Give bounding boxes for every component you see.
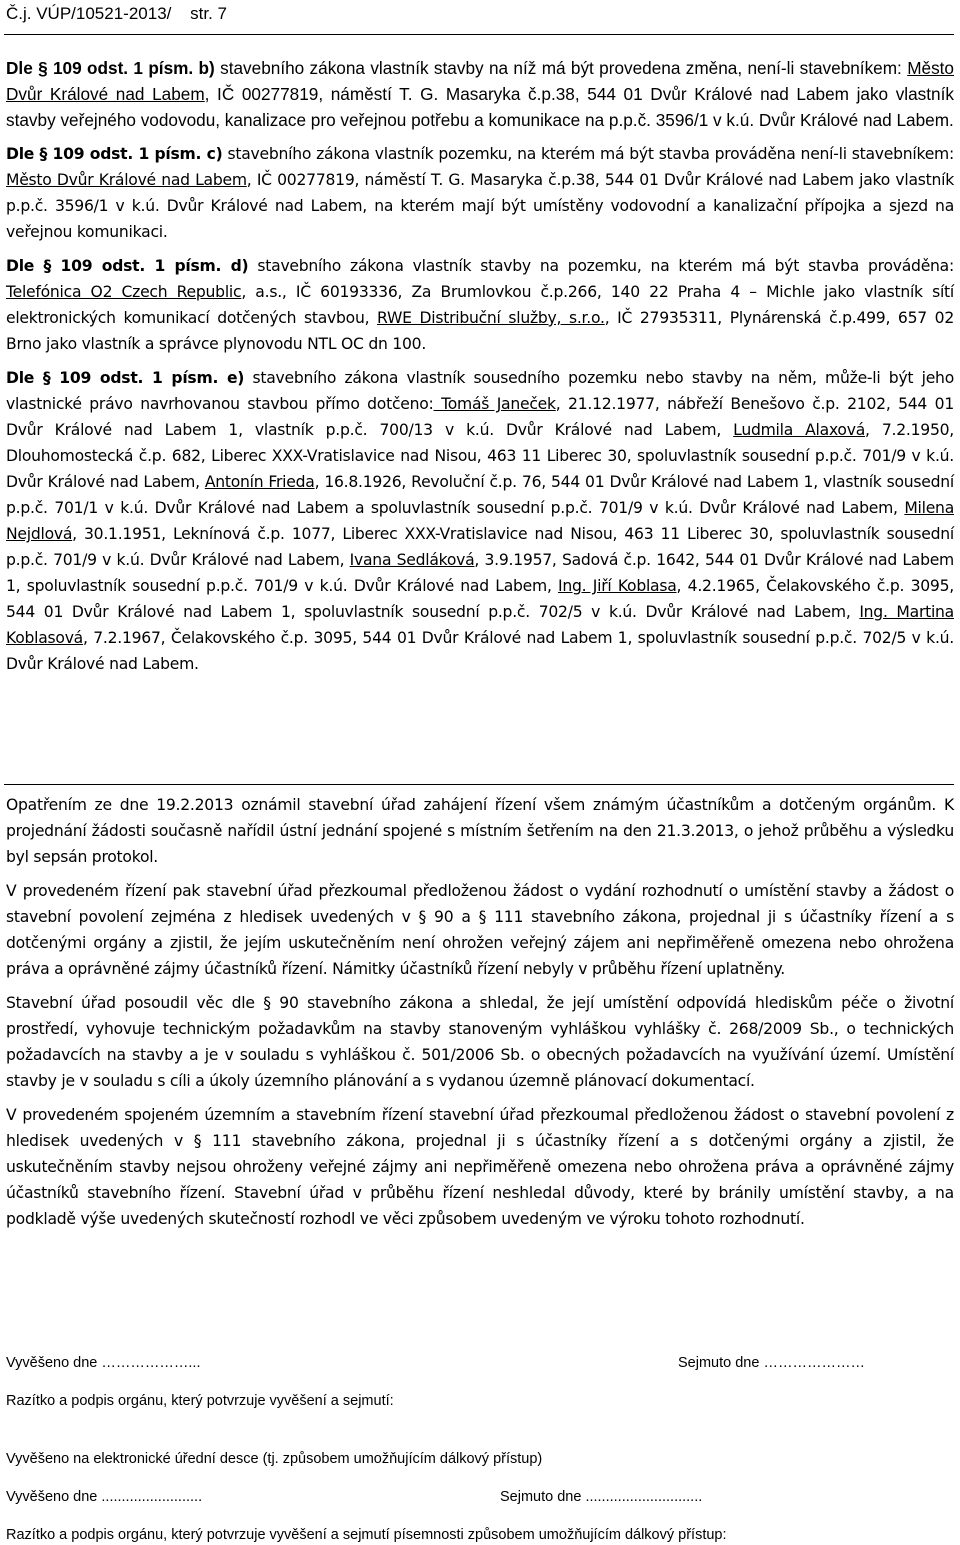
paragraph-text: , IČ 27935311, Plynárenská č.p.499, 657 02 Brno jako vlastník a správce plynovodu NTL OC dn 100. — [6, 309, 954, 353]
posted-date-label: Vyvěšeno dne ………………... — [6, 1355, 201, 1371]
reference-number: Č.j. VÚP/10521-2013/ — [6, 4, 172, 23]
paragraph-text: stavebního zákona vlastník stavby na níž má být provedena změna, není-li stavebníkem: — [214, 58, 908, 78]
section-lead: Dle § 109 odst. 1 písm. e) — [6, 369, 245, 387]
paragraph-text: , 7.2.1967, Čelakovského č.p. 3095, 544 01 Dvůr Králové nad Labem 1, spoluvlastník sousední p.p.č. 702/5 v k.ú. Dvůr Králové nad Labem. — [6, 629, 954, 673]
party-name: Milena Nejdlová — [6, 499, 954, 543]
party-name: Ludmila Alaxová — [733, 421, 866, 439]
electronic-posting-row — [6, 1488, 954, 1506]
paragraph-text: , 3.9.1957, Sadová č.p. 1642, 544 01 Dvůr Králové nad Labem 1, spoluvlastník sousední p.p.č. 701/9 v k.ú. Dvůr Králové nad Labem, — [6, 551, 955, 595]
posting-row — [6, 1354, 954, 1372]
page-number: str. 7 — [190, 4, 227, 23]
posted-date-label-2: Vyvěšeno dne ......................... — [6, 1489, 203, 1505]
section-lead: Dle § 109 odst. 1 písm. b) — [6, 58, 215, 78]
party-name: Ing. Jiří Koblasa — [558, 577, 677, 595]
stamp-note-2: Razítko a podpis orgánu, který potvrzuje vyvěšení a sejmutí písemnosti způsobem umožňujícím dálkový přístup: — [6, 1527, 727, 1543]
party-name: Město Dvůr Králové nad Labem — [6, 171, 247, 189]
header-rule — [4, 34, 954, 35]
reasoning-body — [6, 792, 954, 1232]
electronic-board-note: Vyvěšeno na elektronické úřední desce (tj. způsobem umožňujícím dálkový přístup) — [6, 1451, 543, 1467]
section-lead: Dle § 109 odst. 1 písm. c) — [6, 145, 223, 163]
party-name: Ing. Martina Koblasová — [6, 603, 954, 647]
paragraph-text: , IČ 00277819, náměstí T. G. Masaryka č.p.38, 544 01 Dvůr Králové nad Labem jako vlastník p.p.č. 3596/1 v k.ú. Dvůr Králové nad Labem, na kterém mají být umístěny vodovodní a kanalizační přípojka a sjezd na veřejnou komunikaci. — [6, 171, 954, 241]
section-rule — [4, 784, 954, 785]
reasoning-paragraph-3: Stavební úřad posoudil věc dle § 90 stavebního zákona a shledal, že její umístění odpovídá hlediskům péče o životní prostředí, vyhovuje technickým požadavkům na stavby stanoveným vyhláškou vyhlášky č. 268/2009 Sb., o technických požadavcích na stavby a je v souladu s vyhláškou č. 501/2006 Sb. o obecných požadavcích na využívání území. Umístění stavby je v souladu s cíli a úkoly územního plánování a s vydanou územně plánovací dokumentací. — [6, 994, 954, 1090]
party-name: Ivana Sedláková — [349, 551, 475, 569]
reasoning-paragraph-1: Opatřením ze dne 19.2.2013 oznámil stavební úřad zahájení řízení všem známým účastníkům a dotčeným orgánům. K projednání žádosti současně nařídil ústní jednání spojené s místním šetřením na den 21.3.2013, o jehož průběhu a výsledku byl sepsán protokol. — [6, 796, 954, 866]
party-name: Tomáš Janeček — [433, 395, 556, 413]
paragraph-109-e — [6, 365, 954, 677]
paragraph-text: stavebního zákona vlastník stavby na pozemku, na kterém má být stavba prováděna: — [248, 257, 954, 275]
paragraph-text: stavebního zákona vlastník sousedního pozemku nebo stavby na něm, může-li být jeho vlastnické právo navrhovanou stavbou přímo dotčeno: — [6, 369, 954, 413]
paragraph-109-d — [6, 253, 954, 357]
page-header — [6, 3, 954, 25]
removed-date-label: Sejmuto dne ………………… — [678, 1355, 865, 1371]
paragraph-text: , 4.2.1965, Čelakovského č.p. 3095, 544 01 Dvůr Králové nad Labem 1, spoluvlastník sousední p.p.č. 702/5 v k.ú. Dvůr Králové nad Labem, — [6, 577, 954, 621]
reasoning-paragraph-2: V provedeném řízení pak stavební úřad přezkoumal předloženou žádost o vydání rozhodnutí o umístění stavby a žádost o stavební povolení zejména z hledisek uvedených v § 90 a § 111 stavebního zákona, projednal ji s účastníky řízení a s dotčenými orgány a zjistil, že jejím uskutečněním není ohrožen veřejný zájem ani nepřiměřeně omezena nebo ohrožena práva a oprávněné zájmy účastníků řízení. Námitky účastníků řízení nebyly v průběhu řízení uplatněny. — [6, 882, 954, 978]
paragraph-text: , 21.12.1977, nábřeží Benešovo č.p. 2102, 544 01 Dvůr Králové nad Labem 1, vlastník p.p.č. 700/13 v k.ú. Dvůr Králové nad Labem, — [6, 395, 954, 439]
removed-date-label-2: Sejmuto dne ............................. — [500, 1489, 703, 1505]
party-name: RWE Distribuční služby, s.r.o. — [377, 309, 605, 327]
section-lead: Dle § 109 odst. 1 písm. d) — [6, 257, 249, 275]
paragraph-text: , IČ 00277819, náměstí T. G. Masaryka č.p.38, 544 01 Dvůr Králové nad Labem jako vlastník stavby veřejného vodovodu, kanalizace pro veřejnou potřebu a komunikace na p.p.č. 3596/1 v k.ú. Dvůr Králové nad Labem. — [6, 84, 954, 130]
paragraph-text: , a.s., IČ 60193336, Za Brumlovkou č.p.266, 140 22 Praha 4 – Michle jako vlastník sítí elektronických komunikací dotčených stavbou, — [6, 283, 955, 327]
party-name: Antonín Frieda — [204, 473, 315, 491]
paragraph-text: , 7.2.1950, Dlouhomostecká č.p. 682, Liberec XXX-Vratislavice nad Nisou, 463 11 Liberec 30, spoluvlastník sousední p.p.č. 701/9 v k.ú. Dvůr Králové nad Labem, — [6, 421, 954, 491]
paragraph-text: , 30.1.1951, Leknínová č.p. 1077, Liberec XXX-Vratislavice nad Nisou, 463 11 Liberec 30, spoluvlastník sousední p.p.č. 701/9 v k.ú. Dvůr Králové nad Labem, — [6, 525, 954, 569]
paragraph-text: stavebního zákona vlastník pozemku, na kterém má být stavba prováděna není-li stavebníkem: — [222, 145, 954, 163]
party-name: Telefónica O2 Czech Republic — [6, 283, 242, 301]
paragraph-109-c — [6, 141, 954, 245]
paragraph-text: , 16.8.1926, Revoluční č.p. 76, 544 01 Dvůr Králové nad Labem 1, vlastník sousední p.p.č. 701/1 v k.ú. Dvůr Králové nad Labem a spoluvlastník sousední p.p.č. 701/9 v k.ú. Dvůr Králové nad Labem, — [6, 473, 955, 517]
paragraph-109-b — [6, 55, 954, 133]
stamp-note-1: Razítko a podpis orgánu, který potvrzuje vyvěšení a sejmutí: — [6, 1393, 394, 1409]
reasoning-paragraph-4: V provedeném spojeném územním a stavebním řízení stavební úřad přezkoumal předloženou žádost o stavební povolení z hledisek uvedených v § 111 stavebního zákona, projednal ji s účastníky řízení a s dotčenými orgány a zjistil, že uskutečněním stavby nejsou ohroženy veřejné zájmy ani nepřiměřeně omezena nebo ohrožena práva a oprávněné zájmy účastníků stavebního řízení. Stavební úřad v průběhu řízení neshledal důvody, které by bránily umístění stavby, a na podkladě výše uvedených skutečností rozhodl ve věci způsobem uvedeným ve výroku tohoto rozhodnutí. — [6, 1106, 954, 1228]
party-name: Město Dvůr Králové nad Labem — [6, 58, 954, 104]
document-body — [6, 55, 954, 677]
